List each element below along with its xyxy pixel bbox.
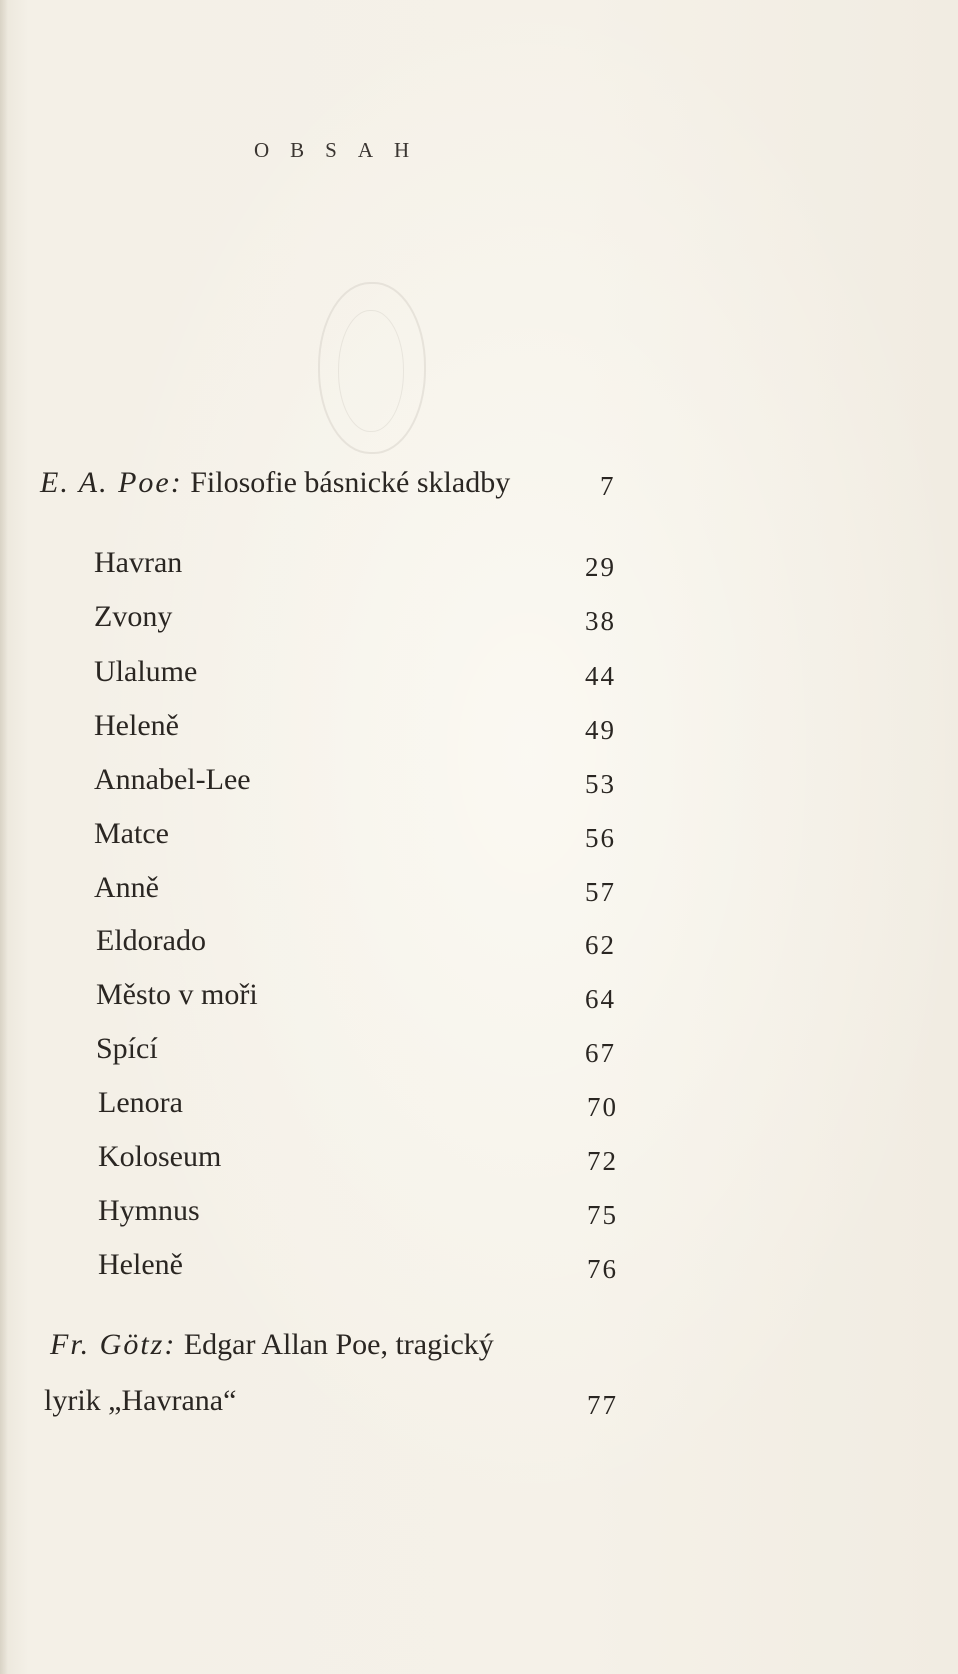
poem-page-number: 72: [587, 1146, 618, 1176]
poem-page-number: 67: [585, 1038, 616, 1068]
poem-title: Heleně: [94, 709, 179, 742]
poem-title: Havran: [94, 546, 183, 579]
afterword-page-number: 77: [587, 1390, 618, 1420]
poem-page-number: 70: [587, 1092, 618, 1122]
toc-entry-afterword: [50, 1328, 494, 1362]
poem-title: Eldorado: [96, 924, 206, 957]
poem-title: Hymnus: [98, 1194, 200, 1227]
poem-page-number: 49: [585, 715, 616, 745]
poem-title: Anně: [94, 871, 159, 904]
afterword-title-line2: lyrik „Havrana“: [44, 1384, 237, 1417]
intro-page-number: 7: [600, 471, 616, 501]
poem-page-number: 64: [585, 984, 616, 1014]
poem-title: Koloseum: [98, 1140, 222, 1173]
poem-page-number: 44: [585, 661, 616, 691]
afterword-title-line1: Edgar Allan Poe, tragický: [183, 1328, 494, 1361]
poem-page-number: 62: [585, 930, 616, 960]
page-edge-shadow: [0, 0, 8, 1674]
poem-page-number: 57: [585, 877, 616, 907]
poem-title: Matce: [94, 817, 169, 850]
poem-page-number: 29: [585, 552, 616, 582]
page-title: OBSAH: [254, 138, 431, 162]
poem-page-number: 56: [585, 823, 616, 853]
poem-title: Heleně: [98, 1248, 183, 1281]
poem-title: Zvony: [94, 600, 173, 633]
poem-title: Ulalume: [94, 655, 198, 688]
poem-title: Lenora: [98, 1086, 183, 1119]
intro-author: E. A. Poe:: [40, 466, 183, 499]
poem-title: Annabel-Lee: [94, 763, 251, 796]
poem-page-number: 38: [585, 606, 616, 636]
poem-title: Spící: [96, 1032, 158, 1065]
toc-entry-intro: [40, 466, 510, 500]
intro-title: Filosofie básnické skladby: [190, 466, 511, 499]
poem-page-number: 76: [587, 1254, 618, 1284]
watermark-emblem-inner: [338, 310, 404, 432]
afterword-author: Fr. Götz:: [50, 1328, 177, 1361]
poem-page-number: 75: [587, 1200, 618, 1230]
poem-page-number: 53: [585, 769, 616, 799]
poem-title: Město v moři: [96, 978, 258, 1011]
